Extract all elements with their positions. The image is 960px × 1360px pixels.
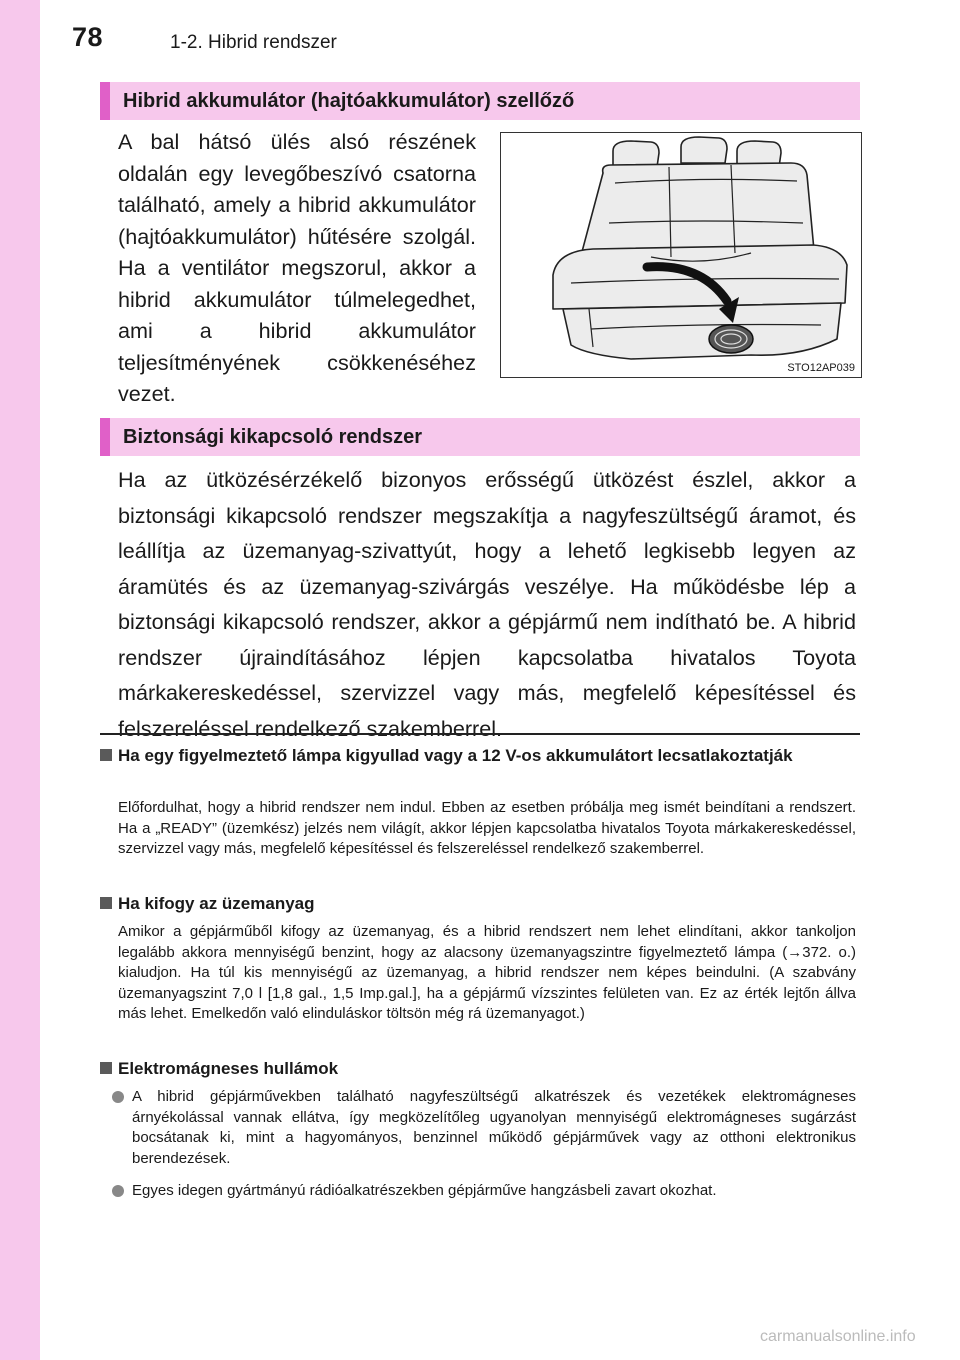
note-heading-warning-light: [100, 745, 860, 767]
note-heading-em-waves: [100, 1058, 860, 1080]
section-title-battery-vent: Hibrid akkumulátor (hajtóakkumulátor) szellőző: [100, 82, 860, 120]
square-bullet-icon: [100, 897, 112, 909]
side-color-band: [0, 0, 40, 1360]
rear-seat-figure: [500, 132, 862, 378]
list-item-text: Egyes idegen gyártmányú rádióalkatrészekben gépjárműve hangzásbeli zavart okozhat.: [132, 1182, 717, 1199]
note-heading-text: Elektromágneses hullámok: [118, 1059, 339, 1078]
list-item: [112, 1087, 856, 1169]
square-bullet-icon: [100, 749, 112, 761]
section-title-safety-shutoff: Biztonsági kikapcsoló rendszer: [100, 418, 860, 456]
page-number: 78: [72, 22, 104, 52]
note-heading-out-of-fuel: [100, 893, 860, 915]
section-divider: [100, 733, 860, 735]
round-bullet-icon: [112, 1185, 124, 1197]
square-bullet-icon: [100, 1062, 112, 1074]
note-body-warning-light: Előfordulhat, hogy a hibrid rendszer nem indul. Ebben az esetben próbálja meg ismét beindítani a rendszert. Ha a „READY” (üzemkész) jelzés nem világít, akkor lépjen kapcsolatba hivatalos Toyota márkakereskedéssel, szervizzel vagy más, megfelelő képesítéssel és felszereléssel rendelkező szakemberrel.: [118, 799, 856, 857]
list-item-text: A hibrid gépjárművekben található nagyfeszültségű alkatrészek és vezetékek elektromágneses árnyékolással vannak ellátva, így megközelítőleg ugyanolyan mennyiségű elektromágneses sugárzást bocsátanak ki, mint a hagyományos, benzinnel működő gépjárművek vagy az otthoni elektronikus berendezések.: [132, 1088, 856, 1167]
round-bullet-icon: [112, 1091, 124, 1103]
footer-watermark: carmanualsonline.info: [760, 1328, 916, 1345]
note-heading-text: Ha egy figyelmeztető lámpa kigyullad vagy a 12 V-os akkumulátort lecsatlakoztatják: [118, 746, 793, 765]
note-heading-text: Ha kifogy az üzemanyag: [118, 894, 315, 913]
safety-shutoff-paragraph: Ha az ütközésérzékelő bizonyos erősségű ütközést észlel, akkor a biztonsági kikapcsoló rendszer megszakítja a nagyfeszültségű áramot, és leállítja az üzemanyag-szivattyút, hogy a lehető legkisebb legyen az áramütés és az üzemanyag-szivárgás veszélye. Ha működésbe lép a biztonsági kikapcsoló rendszer, akkor a gépjármű nem indítható be. A hibrid rendszer újraindításához lépjen kapcsolatba hivatalos Toyota márkakereskedéssel, szervizzel vagy más, megfelelő képesítéssel és felszereléssel rendelkező szakemberrel.: [118, 467, 856, 741]
running-head: 1-2. Hibrid rendszer: [170, 32, 337, 53]
rear-seat-illustration: [501, 133, 861, 377]
list-item: [112, 1181, 856, 1202]
note-body-out-of-fuel: Amikor a gépjárműből kifogy az üzemanyag, és a hibrid rendszert nem lehet elindítani, akkor tankoljon legalább akkora mennyiségű benzint, hogy az alacsony üzemanyagszintre figyelmeztető lámpa (→372. o.) kialudjon. Ha túl kis mennyiségű az üzemanyag, a hibrid rendszer nem képes beindulni. (A szabvány üzemanyagszint 7,0 l [1,8 gal., 1,5 Imp.gal.], ha a gépjármű vízszintes felületen van. Ez az érték lejtőn állva más lehet. Emelkedőn való elinduláskor töltsön még rá üzemanyagot.): [118, 923, 856, 1022]
battery-vent-paragraph: A bal hátsó ülés alsó részének oldalán egy levegőbeszívó csatorna található, amely a hibrid akkumulátor (hajtóakkumulátor) hűtésére szolgál. Ha a ventilátor megszorul, akkor a hibrid akkumulátor túlmelegedhet, ami a hibrid akkumulátor teljesítményének csökkenéséhez vezet.: [118, 129, 476, 406]
figure-code: STO12AP039: [787, 362, 855, 374]
